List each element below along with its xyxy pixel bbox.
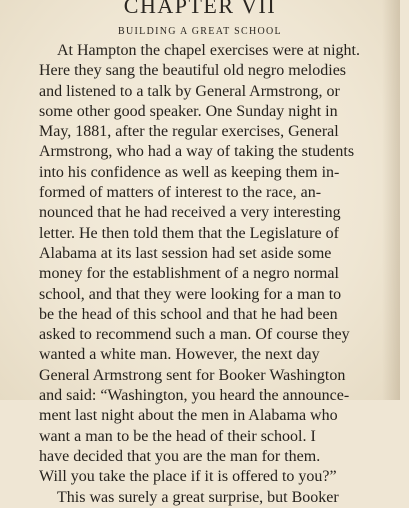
text-line: Alabama at its last session had set aside some bbox=[39, 244, 332, 262]
text-line: General Armstrong sent for Booker Washington bbox=[39, 366, 346, 384]
text-line: and listened to a talk by General Armstrong, or bbox=[39, 82, 340, 100]
text-line: and said: “Washington, you heard the announce- bbox=[39, 387, 350, 405]
text-line: money for the establishment of a negro normal bbox=[39, 265, 339, 283]
text-line: school, and that they were looking for a man to bbox=[39, 285, 342, 303]
text-line: Armstrong, who had a way of taking the students bbox=[39, 143, 355, 161]
text-line: ment last night about the men in Alabama who bbox=[39, 407, 338, 425]
text-line: letter. He then told them that the Legislature of bbox=[39, 224, 339, 242]
text-line: This was surely a great surprise, but Booker bbox=[57, 488, 339, 506]
text-line: want a man to be the head of their school. I bbox=[39, 427, 316, 445]
text-line: Here they sang the beautiful old negro melodies bbox=[39, 62, 347, 80]
text-line: At Hampton the chapel exercises were at night. bbox=[57, 42, 360, 59]
page-edge-shadow bbox=[382, 0, 400, 400]
text-line: into his confidence as well as keeping them in- bbox=[39, 163, 340, 181]
body-text bbox=[39, 41, 409, 508]
text-line: asked to recommend such a man. Of course they bbox=[39, 326, 350, 344]
text-line: have decided that you are the man for them. bbox=[39, 447, 321, 465]
text-line: some other good speaker. One Sunday night in bbox=[39, 102, 338, 120]
text-line: formed of matters of interest to the race, an- bbox=[39, 184, 322, 202]
text-line: wanted a white man. However, the next day bbox=[39, 346, 320, 364]
text-line: May, 1881, after the regular exercises, General bbox=[39, 123, 339, 141]
text-line: Will you take the place if it is offered to you?” bbox=[39, 468, 337, 486]
chapter-subtitle: BUILDING A GREAT SCHOOL bbox=[118, 26, 282, 37]
text-line: nounced that he had received a very interesting bbox=[39, 204, 341, 222]
text-line: be the head of this school and that he had been bbox=[39, 305, 338, 323]
chapter-title: CHAPTER VII bbox=[123, 0, 277, 18]
